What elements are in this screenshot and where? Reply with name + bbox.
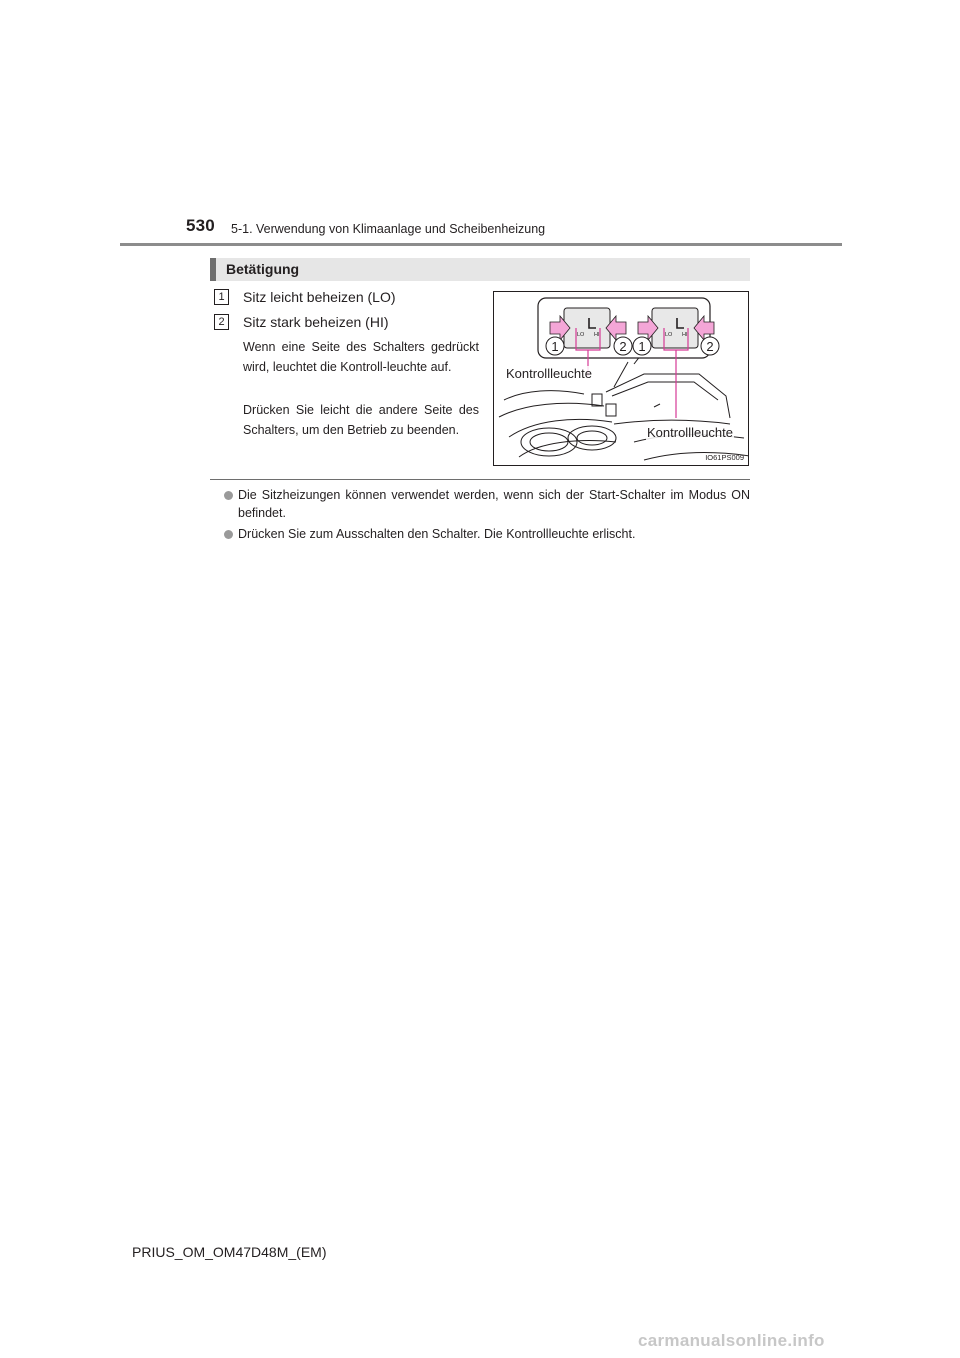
item-number-2: 2: [214, 314, 229, 330]
note-text-2: Drücken Sie zum Ausschalten den Schalter. Die Kontrollleuchte erlischt.: [238, 527, 636, 541]
callout-number-2: 2: [619, 339, 627, 354]
indicator-label-right: Kontrollleuchte: [647, 425, 733, 440]
document-id: PRIUS_OM_OM47D48M_(EM): [132, 1244, 327, 1260]
bullet-icon: [224, 530, 233, 539]
left-seat-switch: [564, 308, 610, 348]
paragraph-indicator: Wenn eine Seite des Schalters gedrückt wird, leuchtet die Kontroll-leuchte auf.: [243, 340, 479, 374]
item-label-hi: Sitz stark beheizen (HI): [243, 314, 389, 330]
item-number-1: 1: [214, 289, 229, 305]
callout-number-3: 1: [638, 339, 646, 354]
lo-label-left: LO: [577, 332, 585, 338]
right-seat-switch: [652, 308, 698, 348]
section-accent: [210, 258, 216, 281]
section-title: Betätigung: [226, 261, 300, 277]
paragraph-stop: Drücken Sie leicht die andere Seite des Schalters, um den Betrieb zu beenden.: [243, 403, 479, 437]
callout-number-1: 1: [551, 339, 559, 354]
note-divider: [210, 479, 750, 480]
figure-code: IO61PS009: [705, 453, 744, 462]
note-text-1: Die Sitzheizungen können verwendet werden, wenn sich der Start-Schalter im Modus ON befindet.: [238, 488, 750, 520]
page-number: 530: [186, 216, 215, 235]
callout-number-4: 2: [706, 339, 714, 354]
chapter-title: 5-1. Verwendung von Klimaanlage und Scheibenheizung: [231, 222, 546, 236]
header-rule: [120, 243, 842, 246]
lo-label-right: LO: [665, 332, 673, 338]
bullet-icon: [224, 491, 233, 500]
hi-label-left: HI: [594, 332, 600, 338]
item-label-lo: Sitz leicht beheizen (LO): [243, 289, 396, 305]
seat-heater-figure: [493, 291, 749, 466]
hi-label-right: HI: [682, 332, 688, 338]
indicator-label-left: Kontrollleuchte: [506, 366, 592, 381]
watermark: carmanualsonline.info: [638, 1331, 825, 1350]
section-header: [210, 258, 750, 281]
